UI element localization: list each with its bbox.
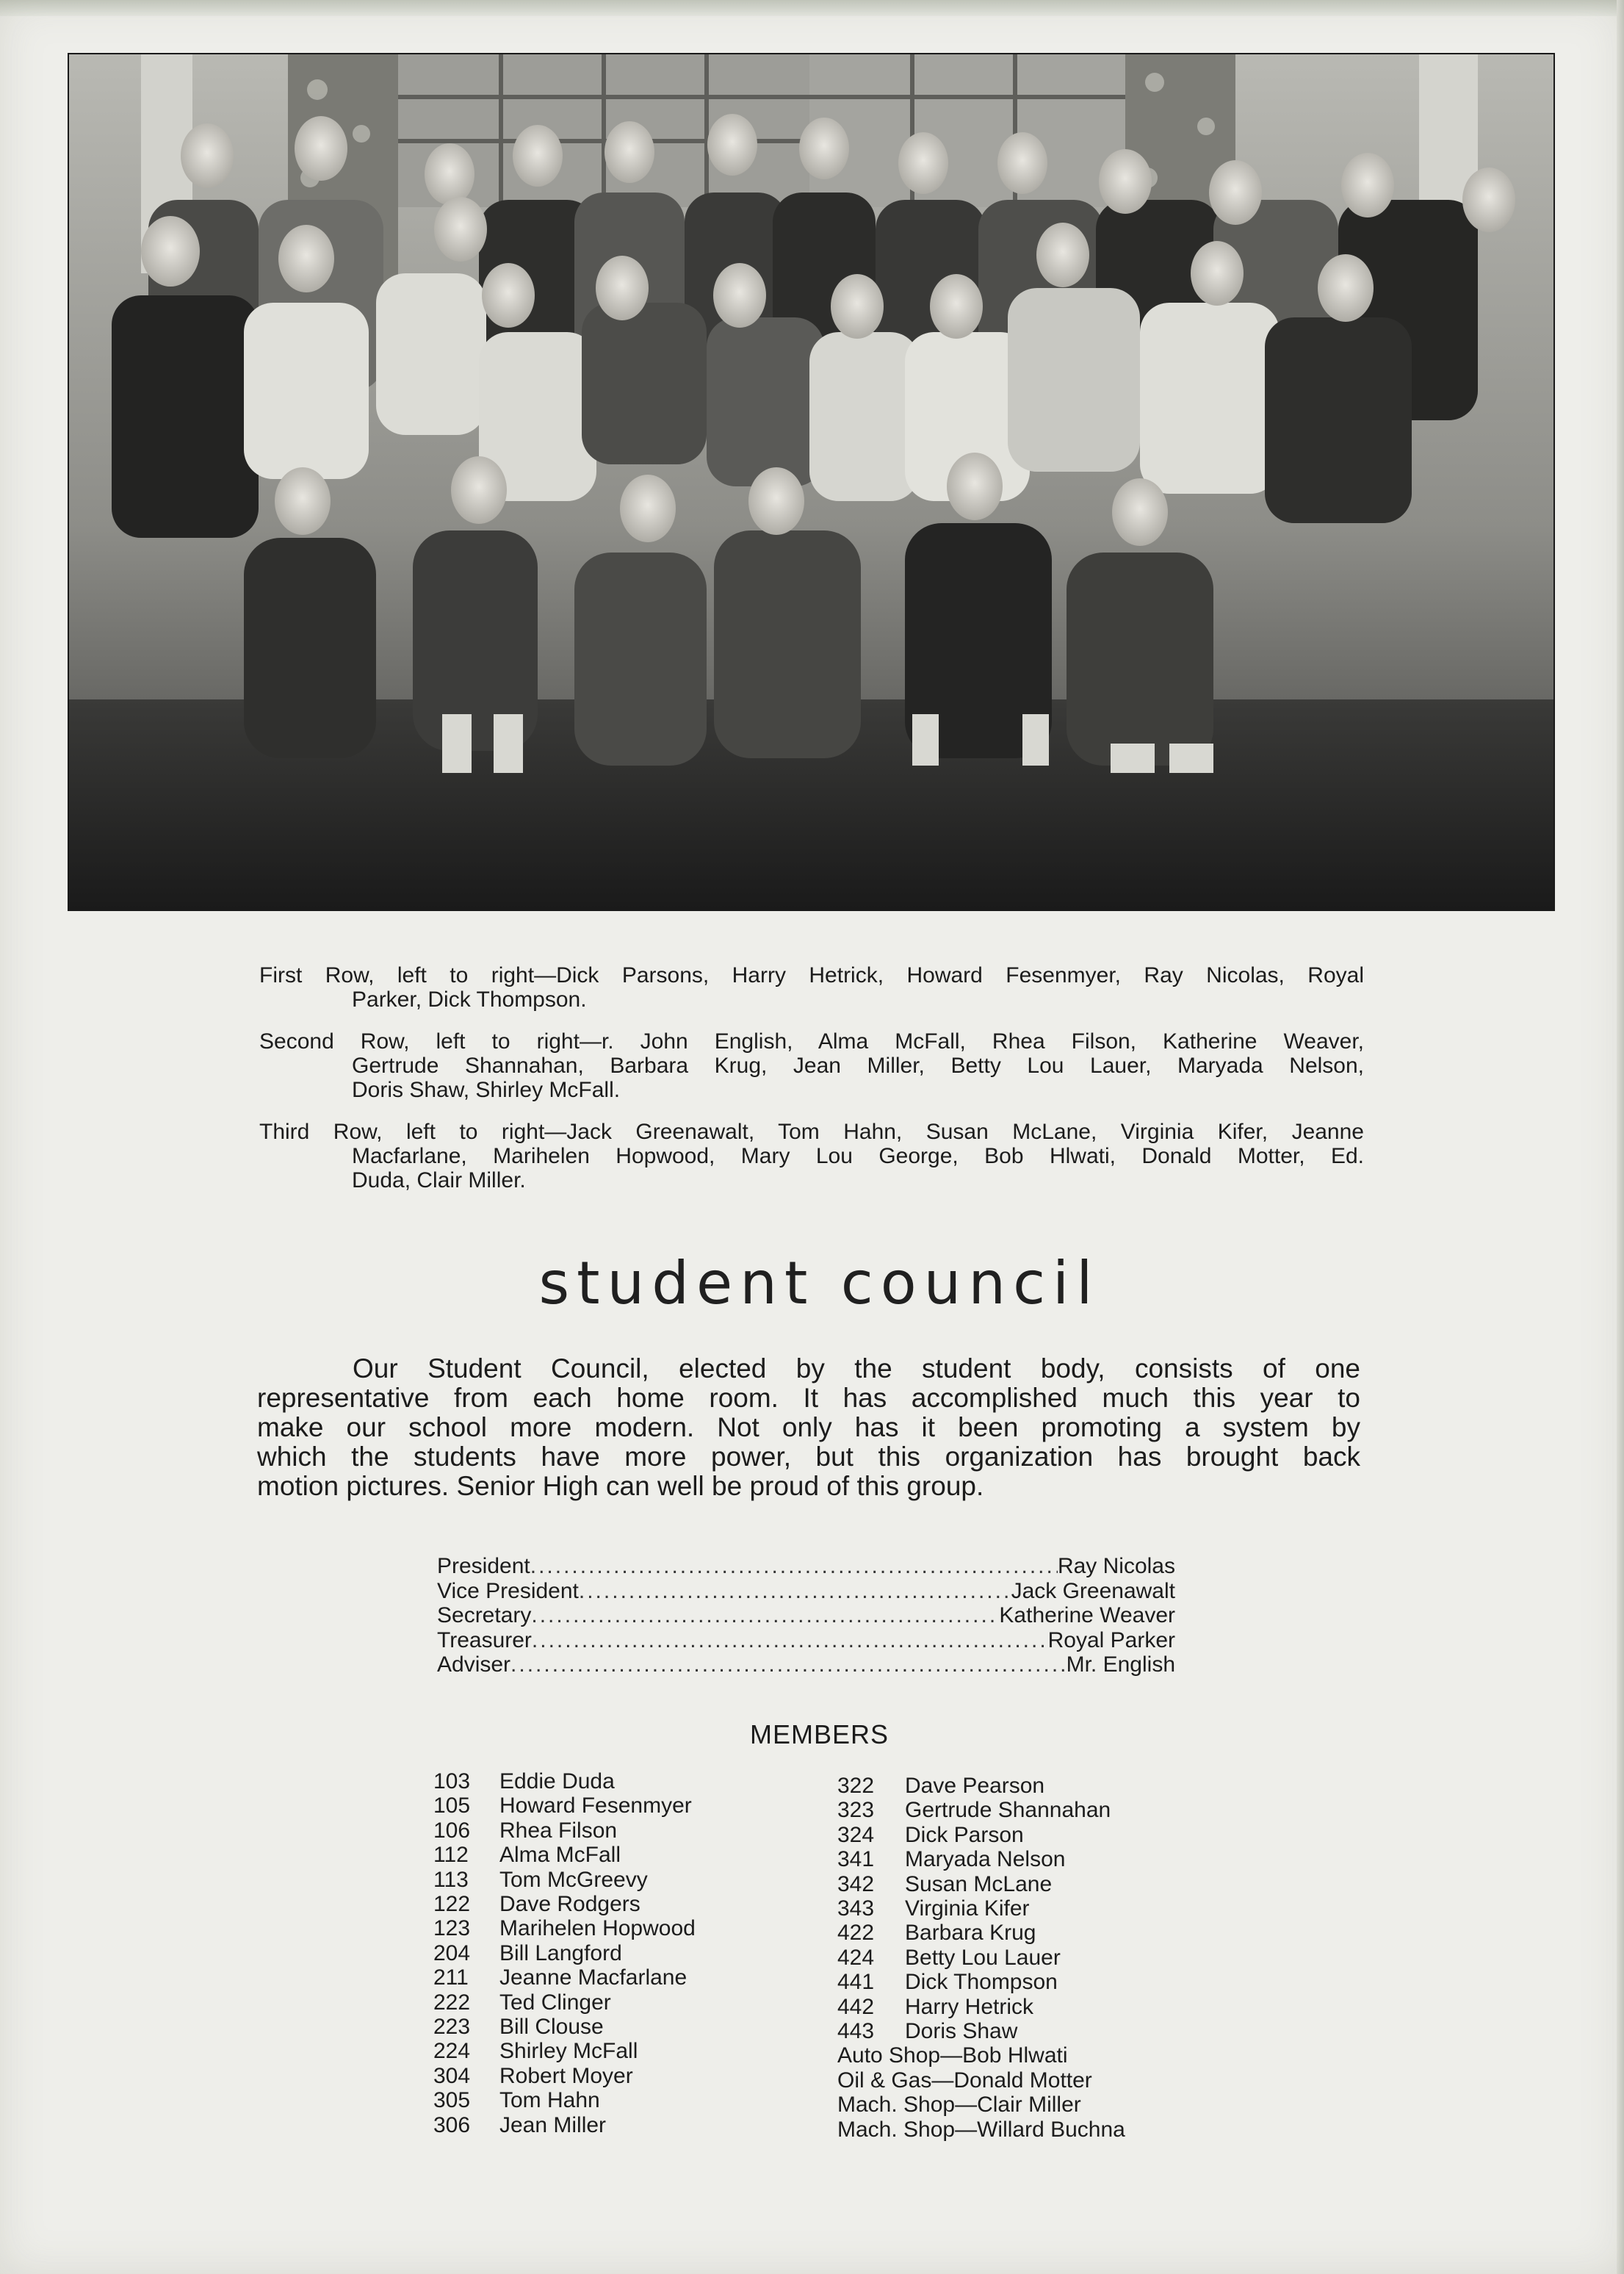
officer-role: Secretary <box>437 1603 532 1627</box>
member-row <box>837 1970 1125 1994</box>
room-number: 341 <box>837 1847 875 1872</box>
member-row <box>837 1921 1125 1945</box>
officer-role: Vice President <box>437 1578 579 1603</box>
member-name: Howard Fesenmyer <box>499 1793 692 1818</box>
member-name: Dick Parson <box>905 1822 1024 1847</box>
intro-line: which the students have more power, but this organization has brought back <box>257 1442 1360 1472</box>
room-number: 304 <box>433 2063 471 2088</box>
member-row <box>837 2019 1125 2043</box>
room-number: 204 <box>433 1940 471 1965</box>
officer-name: Mr. English <box>1066 1652 1175 1677</box>
shop-member: Auto Shop—Bob Hlwati <box>837 2043 1068 2068</box>
member-row <box>837 1946 1125 1970</box>
room-number: 105 <box>433 1793 471 1818</box>
intro-line: representative from each home room. It has accomplished much this year to <box>257 1383 1360 1413</box>
dot-leader <box>579 1579 1011 1604</box>
caption-line: First Row, left to right—Dick Parsons, Harry Hetrick, Howard Fesenmyer, Ray Nicolas, Royal <box>259 963 1364 987</box>
room-number: 113 <box>433 1867 469 1892</box>
intro-line: make our school more modern. Not only has it been promoting a system by <box>257 1412 1360 1442</box>
room-number: 424 <box>837 1945 875 1970</box>
caption-line: Duda, Clair Miller. <box>352 1168 526 1192</box>
member-name: Bill Langford <box>499 1940 622 1965</box>
member-name: Jeanne Macfarlane <box>499 1965 688 1990</box>
dot-leader <box>510 1652 1067 1677</box>
member-name: Eddie Duda <box>499 1769 615 1793</box>
member-row <box>433 2088 696 2112</box>
intro-paragraph <box>257 1354 1360 1501</box>
member-name: Ted Clinger <box>499 1990 611 2015</box>
room-number: 442 <box>837 1994 875 2019</box>
member-row <box>837 1847 1125 1871</box>
officer-name: Ray Nicolas <box>1057 1554 1175 1578</box>
officer-name: Jack Greenawalt <box>1011 1578 1175 1603</box>
member-name: Rhea Filson <box>499 1818 618 1843</box>
room-number: 222 <box>433 1990 471 2015</box>
officers-list <box>437 1554 1175 1677</box>
member-row <box>837 1774 1125 1798</box>
shop-member: Mach. Shop—Willard Buchna <box>837 2117 1125 2142</box>
caption-second-row <box>259 1029 1364 1102</box>
member-row <box>433 1769 696 1793</box>
member-name: Susan McLane <box>905 1871 1053 1896</box>
member-name: Dave Rodgers <box>499 1892 640 1917</box>
page-top-band <box>0 0 1624 16</box>
officer-role: Treasurer <box>437 1627 532 1652</box>
room-number: 223 <box>433 2015 471 2040</box>
member-row <box>433 1843 696 1867</box>
member-row <box>433 1868 696 1892</box>
room-number: 112 <box>433 1843 469 1868</box>
intro-line: motion pictures. Senior High can well be proud of this group. <box>257 1471 984 1501</box>
room-number: 323 <box>837 1798 875 1823</box>
member-name: Doris Shaw <box>905 2019 1018 2044</box>
member-name: Marihelen Hopwood <box>499 1916 696 1941</box>
officer-role: President <box>437 1554 530 1578</box>
officer-name: Royal Parker <box>1047 1627 1175 1652</box>
page-right-edge <box>1617 0 1624 2274</box>
room-number: 322 <box>837 1774 875 1798</box>
room-number: 122 <box>433 1892 471 1917</box>
member-name: Harry Hetrick <box>905 1994 1034 2019</box>
member-row <box>433 2015 696 2039</box>
room-number: 342 <box>837 1871 875 1896</box>
member-row <box>433 2113 696 2137</box>
dot-leader <box>532 1628 1048 1653</box>
member-row <box>837 1872 1125 1896</box>
caption-first-row <box>259 963 1364 1012</box>
officer-row <box>437 1554 1175 1579</box>
members-list-right <box>837 1774 1125 2142</box>
members-list-left <box>433 1769 696 2137</box>
member-row <box>433 1990 696 2015</box>
member-row <box>433 2064 696 2088</box>
dot-leader <box>531 1603 999 1628</box>
caption-line: Doris Shaw, Shirley McFall. <box>352 1078 621 1102</box>
member-name: Dave Pearson <box>905 1774 1045 1798</box>
room-number: 103 <box>433 1769 471 1793</box>
caption-line: Macfarlane, Marihelen Hopwood, Mary Lou George, Bob Hlwati, Donald Motter, Ed. <box>352 1144 1364 1168</box>
officer-row <box>437 1628 1175 1653</box>
caption-line: Gertrude Shannahan, Barbara Krug, Jean Miller, Betty Lou Lauer, Maryada Nelson, <box>352 1054 1364 1078</box>
room-number: 224 <box>433 2039 471 2064</box>
room-number: 443 <box>837 2019 875 2044</box>
room-number: 211 <box>433 1965 469 1990</box>
member-name: Robert Moyer <box>499 2063 633 2088</box>
member-name: Dick Thompson <box>905 1970 1058 1995</box>
officer-name: Katherine Weaver <box>999 1603 1175 1627</box>
member-name: Bill Clouse <box>499 2015 604 2040</box>
member-name: Jean Miller <box>499 2112 607 2137</box>
group-photo-illustration <box>68 53 1555 911</box>
member-row <box>433 1892 696 1916</box>
officer-row <box>437 1603 1175 1628</box>
member-name: Shirley McFall <box>499 2039 638 2064</box>
officer-row <box>437 1652 1175 1677</box>
member-name: Betty Lou Lauer <box>905 1945 1061 1970</box>
member-row <box>433 2039 696 2063</box>
member-row <box>433 1916 696 1940</box>
member-name: Maryada Nelson <box>905 1847 1066 1872</box>
room-number: 422 <box>837 1921 875 1946</box>
members-heading: MEMBERS <box>749 1719 889 1749</box>
member-name: Alma McFall <box>499 1843 621 1868</box>
member-name: Gertrude Shannahan <box>905 1798 1111 1823</box>
room-number: 305 <box>433 2088 471 2113</box>
group-photograph <box>68 53 1555 911</box>
caption-line: Third Row, left to right—Jack Greenawalt, Tom Hahn, Susan McLane, Virginia Kifer, Jeanne <box>259 1120 1364 1144</box>
room-number: 123 <box>433 1916 471 1941</box>
shop-member: Mach. Shop—Clair Miller <box>837 2093 1081 2118</box>
member-name: Tom McGreevy <box>499 1867 648 1892</box>
member-name: Barbara Krug <box>905 1921 1036 1946</box>
member-name: Tom Hahn <box>499 2088 600 2113</box>
room-number: 343 <box>837 1896 875 1921</box>
caption-third-row <box>259 1120 1364 1192</box>
room-number: 441 <box>837 1970 875 1995</box>
intro-line: Our Student Council, elected by the student body, consists of one <box>353 1353 1360 1384</box>
member-name: Virginia Kifer <box>905 1896 1030 1921</box>
caption-line: Second Row, left to right—r. John English, Alma McFall, Rhea Filson, Katherine Weaver, <box>259 1029 1364 1054</box>
shop-member: Oil & Gas—Donald Motter <box>837 2068 1092 2093</box>
member-row <box>433 1941 696 1965</box>
dot-leader <box>530 1554 1058 1579</box>
member-row <box>433 1965 696 1990</box>
room-number: 106 <box>433 1818 471 1843</box>
officer-role: Adviser <box>437 1652 511 1677</box>
officer-row <box>437 1579 1175 1604</box>
caption-line: Parker, Dick Thompson. <box>352 987 587 1012</box>
member-row <box>433 1818 696 1843</box>
room-number: 306 <box>433 2112 471 2137</box>
member-row <box>433 1793 696 1818</box>
room-number: 324 <box>837 1822 875 1847</box>
member-row <box>837 1823 1125 1847</box>
member-row <box>837 1798 1125 1822</box>
page-title: student council <box>538 1249 1100 1317</box>
member-row <box>837 1896 1125 1921</box>
member-row <box>837 1995 1125 2019</box>
